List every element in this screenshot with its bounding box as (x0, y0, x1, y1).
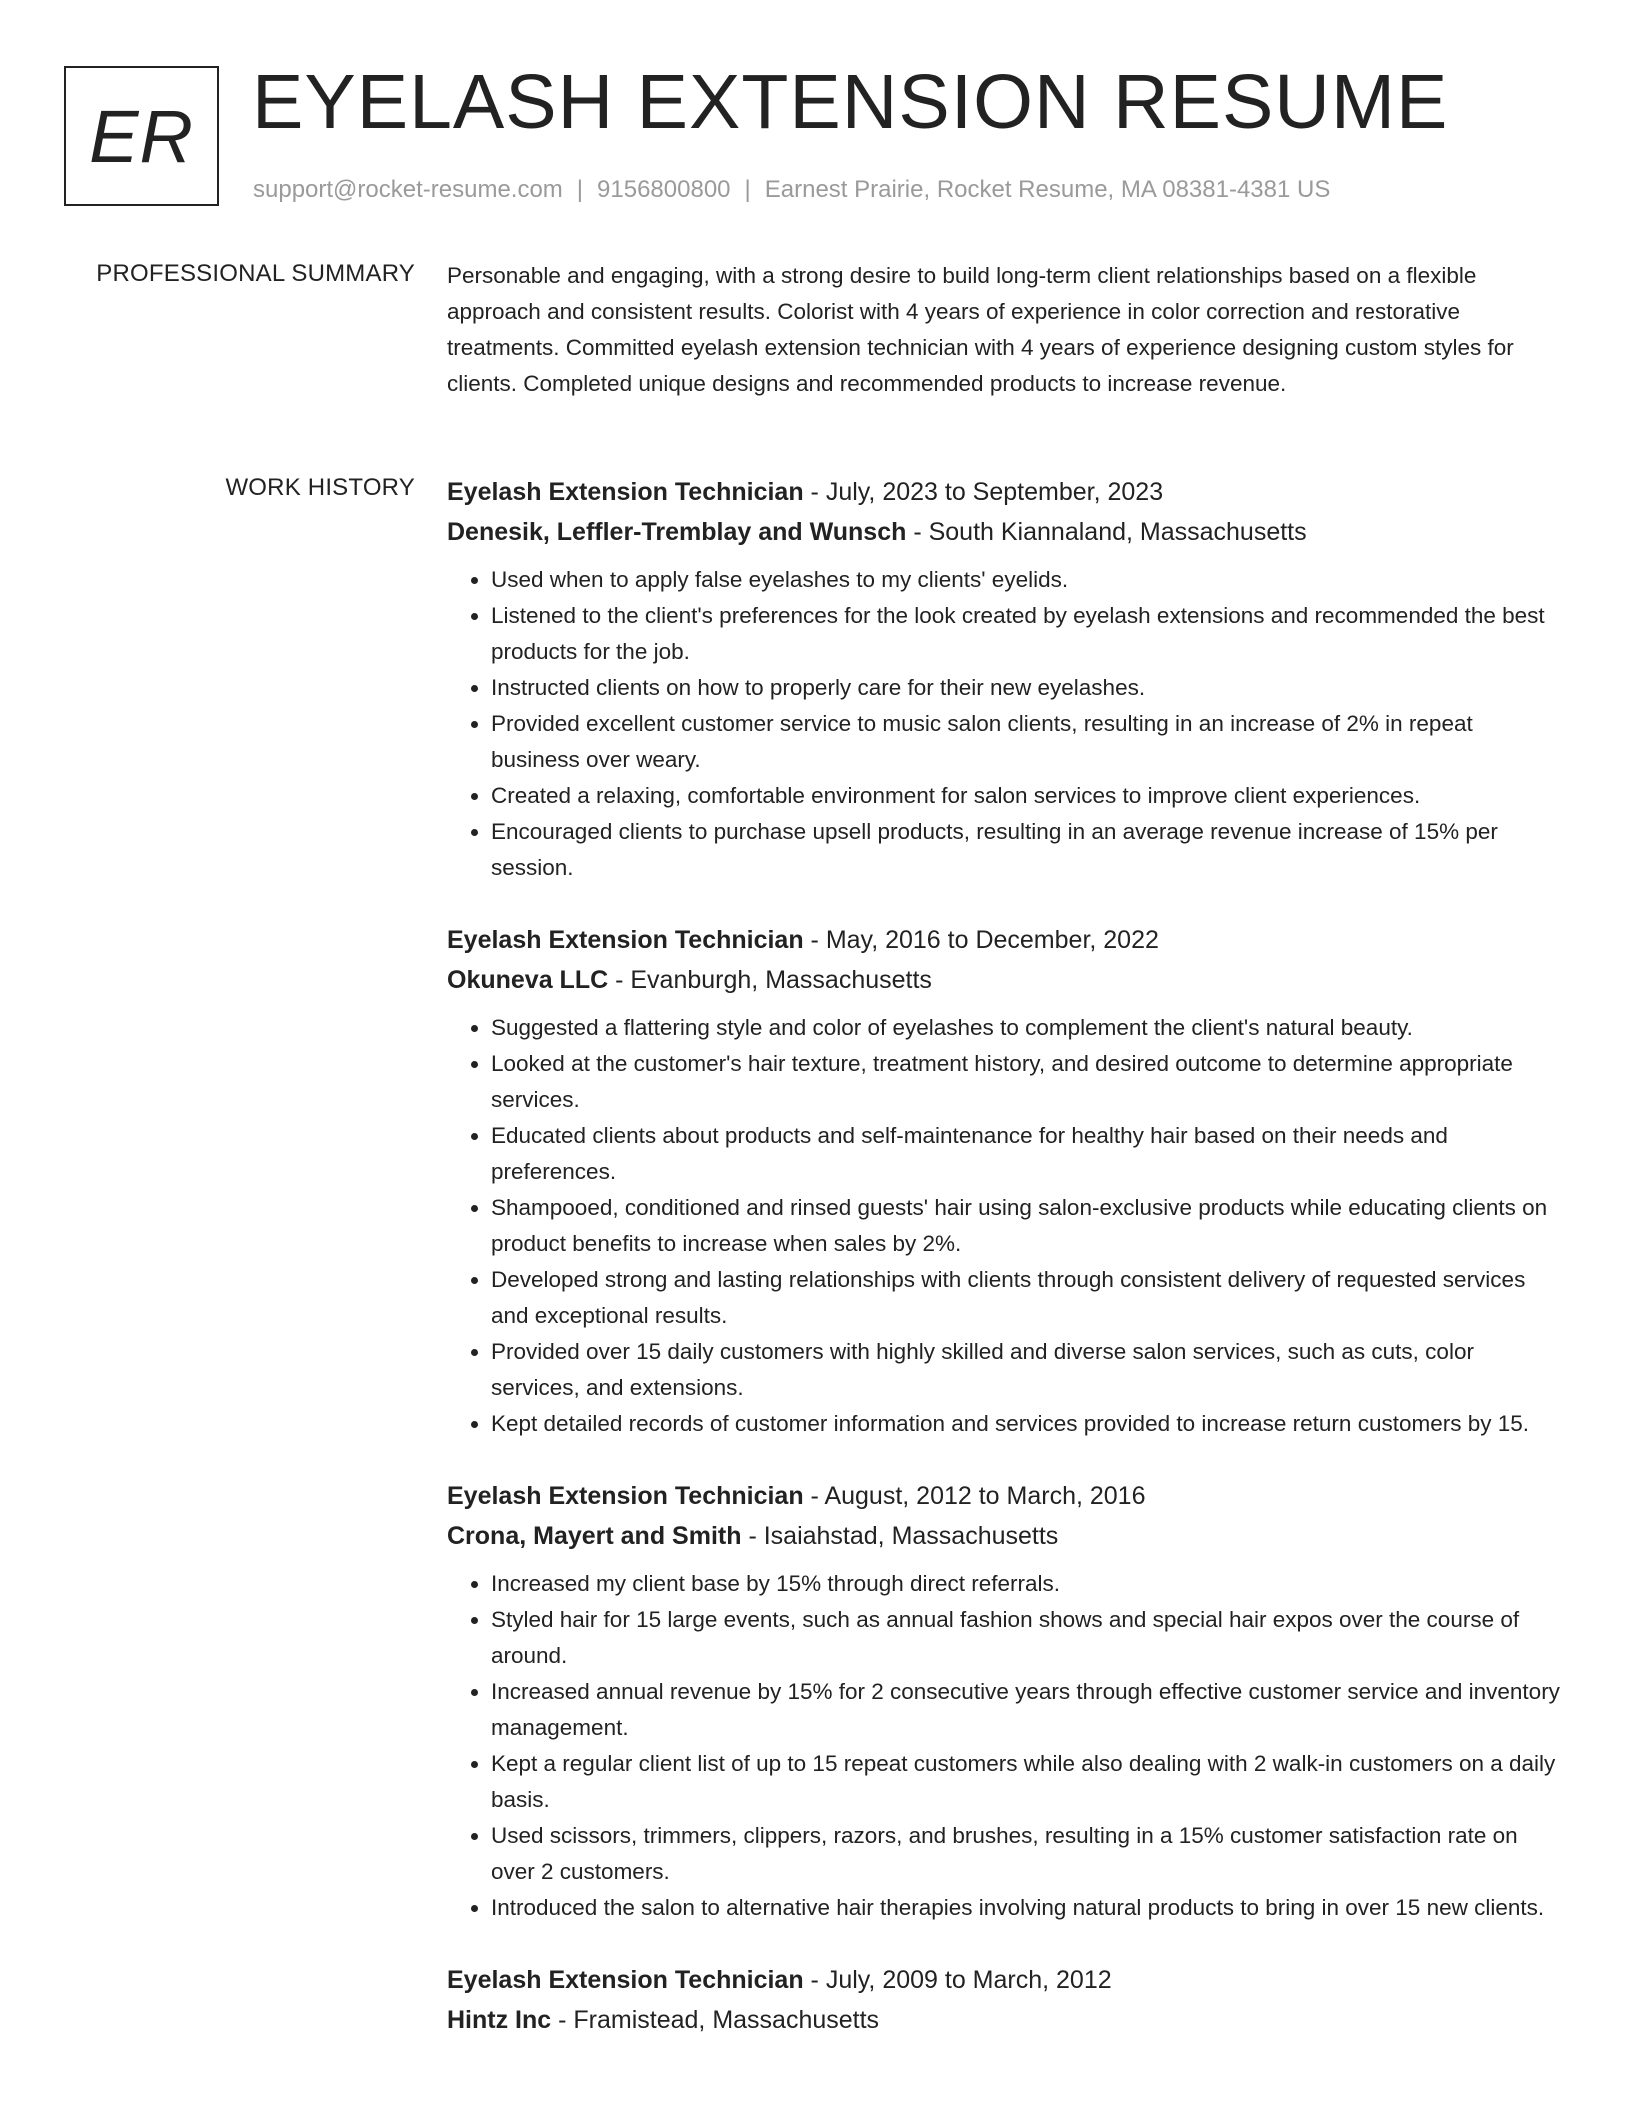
summary-body (447, 258, 1565, 402)
job-bullet: • Created a relaxing, comfortable environment for salon services to improve client experiences. (491, 778, 1565, 814)
job-company-line (447, 960, 1565, 1000)
job-entry (447, 1476, 1565, 1926)
job-title-line (447, 472, 1565, 512)
job-title-line (447, 1476, 1565, 1516)
job-bullet-list (447, 562, 1565, 886)
job-bullet: • Kept detailed records of customer information and services provided to increase return customers by 15. (491, 1406, 1565, 1442)
work-history-body (447, 472, 1565, 2074)
contact-phone[interactable]: 9156800800 (597, 176, 731, 203)
job-title: Eyelash Extension Technician (447, 926, 804, 954)
job-location: - South Kiannaland, Massachusetts (906, 518, 1307, 546)
section-label-work-history: WORK HISTORY (225, 474, 415, 501)
job-title: Eyelash Extension Technician (447, 1482, 804, 1510)
summary-text: Personable and engaging, with a strong desire to build long-term client relationships based on a flexible approach and consistent results. Colorist with 4 years of experience in color correction and restorative treatments. Committed eyelash extension technician with 4 years of experience designing custom styles for clients. Completed unique designs and recommended products to increase revenue. (447, 263, 1514, 396)
job-location: - Isaiahstad, Massachusetts (741, 1522, 1059, 1550)
job-bullet: • Suggested a flattering style and color of eyelashes to complement the client's natural beauty. (491, 1010, 1565, 1046)
job-bullet: • Instructed clients on how to properly care for their new eyelashes. (491, 670, 1565, 706)
job-dates: - May, 2016 to December, 2022 (803, 926, 1159, 954)
job-company: Hintz Inc (447, 2006, 552, 2034)
job-bullet: • Increased annual revenue by 15% for 2 consecutive years through effective customer service and inventory management. (491, 1674, 1565, 1746)
job-bullet: • Listened to the client's preferences for the look created by eyelash extensions and recommended the best products for the job. (491, 598, 1565, 670)
resume-title: EYELASH EXTENSION RESUME (252, 59, 1449, 145)
job-location: - Framistead, Massachusetts (551, 2006, 880, 2034)
section-label-summary: PROFESSIONAL SUMMARY (96, 260, 415, 287)
job-title-line (447, 1960, 1565, 2000)
job-bullet: • Introduced the salon to alternative hair therapies involving natural products to bring in over 15 new clients. (491, 1890, 1565, 1926)
contact-email[interactable]: support@rocket-resume.com (253, 176, 563, 203)
job-bullet: • Provided excellent customer service to music salon clients, resulting in an increase of 2% in repeat business over weary. (491, 706, 1565, 778)
job-bullet: • Encouraged clients to purchase upsell products, resulting in an average revenue increase of 15% per session. (491, 814, 1565, 886)
job-bullet: • Used scissors, trimmers, clippers, razors, and brushes, resulting in a 15% customer satisfaction rate on over 2 customers. (491, 1818, 1565, 1890)
monogram-logo (64, 66, 219, 206)
job-company: Crona, Mayert and Smith (447, 1522, 742, 1550)
job-bullet: • Looked at the customer's hair texture, treatment history, and desired outcome to determine appropriate services. (491, 1046, 1565, 1118)
contact-address: Earnest Prairie, Rocket Resume, MA 08381-4381 US (764, 176, 1331, 203)
job-bullet: • Shampooed, conditioned and rinsed guests' hair using salon-exclusive products while educating clients on product benefits to increase when sales by 2%. (491, 1190, 1565, 1262)
job-location: - Evanburgh, Massachusetts (608, 966, 932, 994)
job-title-line (447, 920, 1565, 960)
job-bullet: • Increased my client base by 15% through direct referrals. (491, 1566, 1565, 1602)
monogram-initials: ER (89, 94, 194, 178)
job-dates: - July, 2009 to March, 2012 (803, 1966, 1112, 1994)
job-company: Denesik, Leffler-Tremblay and Wunsch (447, 518, 907, 546)
job-entry (447, 472, 1565, 886)
contact-separator: | (744, 176, 751, 203)
job-entry (447, 1960, 1565, 2040)
contact-line (253, 174, 1330, 206)
job-bullet: • Educated clients about products and self-maintenance for healthy hair based on their needs and preferences. (491, 1118, 1565, 1190)
job-title: Eyelash Extension Technician (447, 1966, 804, 1994)
job-company-line (447, 1516, 1565, 1556)
job-entry (447, 920, 1565, 1442)
job-bullet-list (447, 1566, 1565, 1926)
job-bullet-list (447, 1010, 1565, 1442)
job-company-line (447, 512, 1565, 552)
job-title: Eyelash Extension Technician (447, 478, 804, 506)
job-bullet: • Provided over 15 daily customers with highly skilled and diverse salon services, such as cuts, color services, and extensions. (491, 1334, 1565, 1406)
job-company-line (447, 2000, 1565, 2040)
job-bullet: • Used when to apply false eyelashes to my clients' eyelids. (491, 562, 1565, 598)
job-dates: - August, 2012 to March, 2016 (803, 1482, 1146, 1510)
job-dates: - July, 2023 to September, 2023 (803, 478, 1164, 506)
job-bullet: • Kept a regular client list of up to 15 repeat customers while also dealing with 2 walk-in customers on a daily basis. (491, 1746, 1565, 1818)
job-company: Okuneva LLC (447, 966, 609, 994)
job-bullet: • Styled hair for 15 large events, such as annual fashion shows and special hair expos over the course of around. (491, 1602, 1565, 1674)
job-bullet: • Developed strong and lasting relationships with clients through consistent delivery of requested services and exceptional results. (491, 1262, 1565, 1334)
contact-separator: | (576, 176, 584, 203)
